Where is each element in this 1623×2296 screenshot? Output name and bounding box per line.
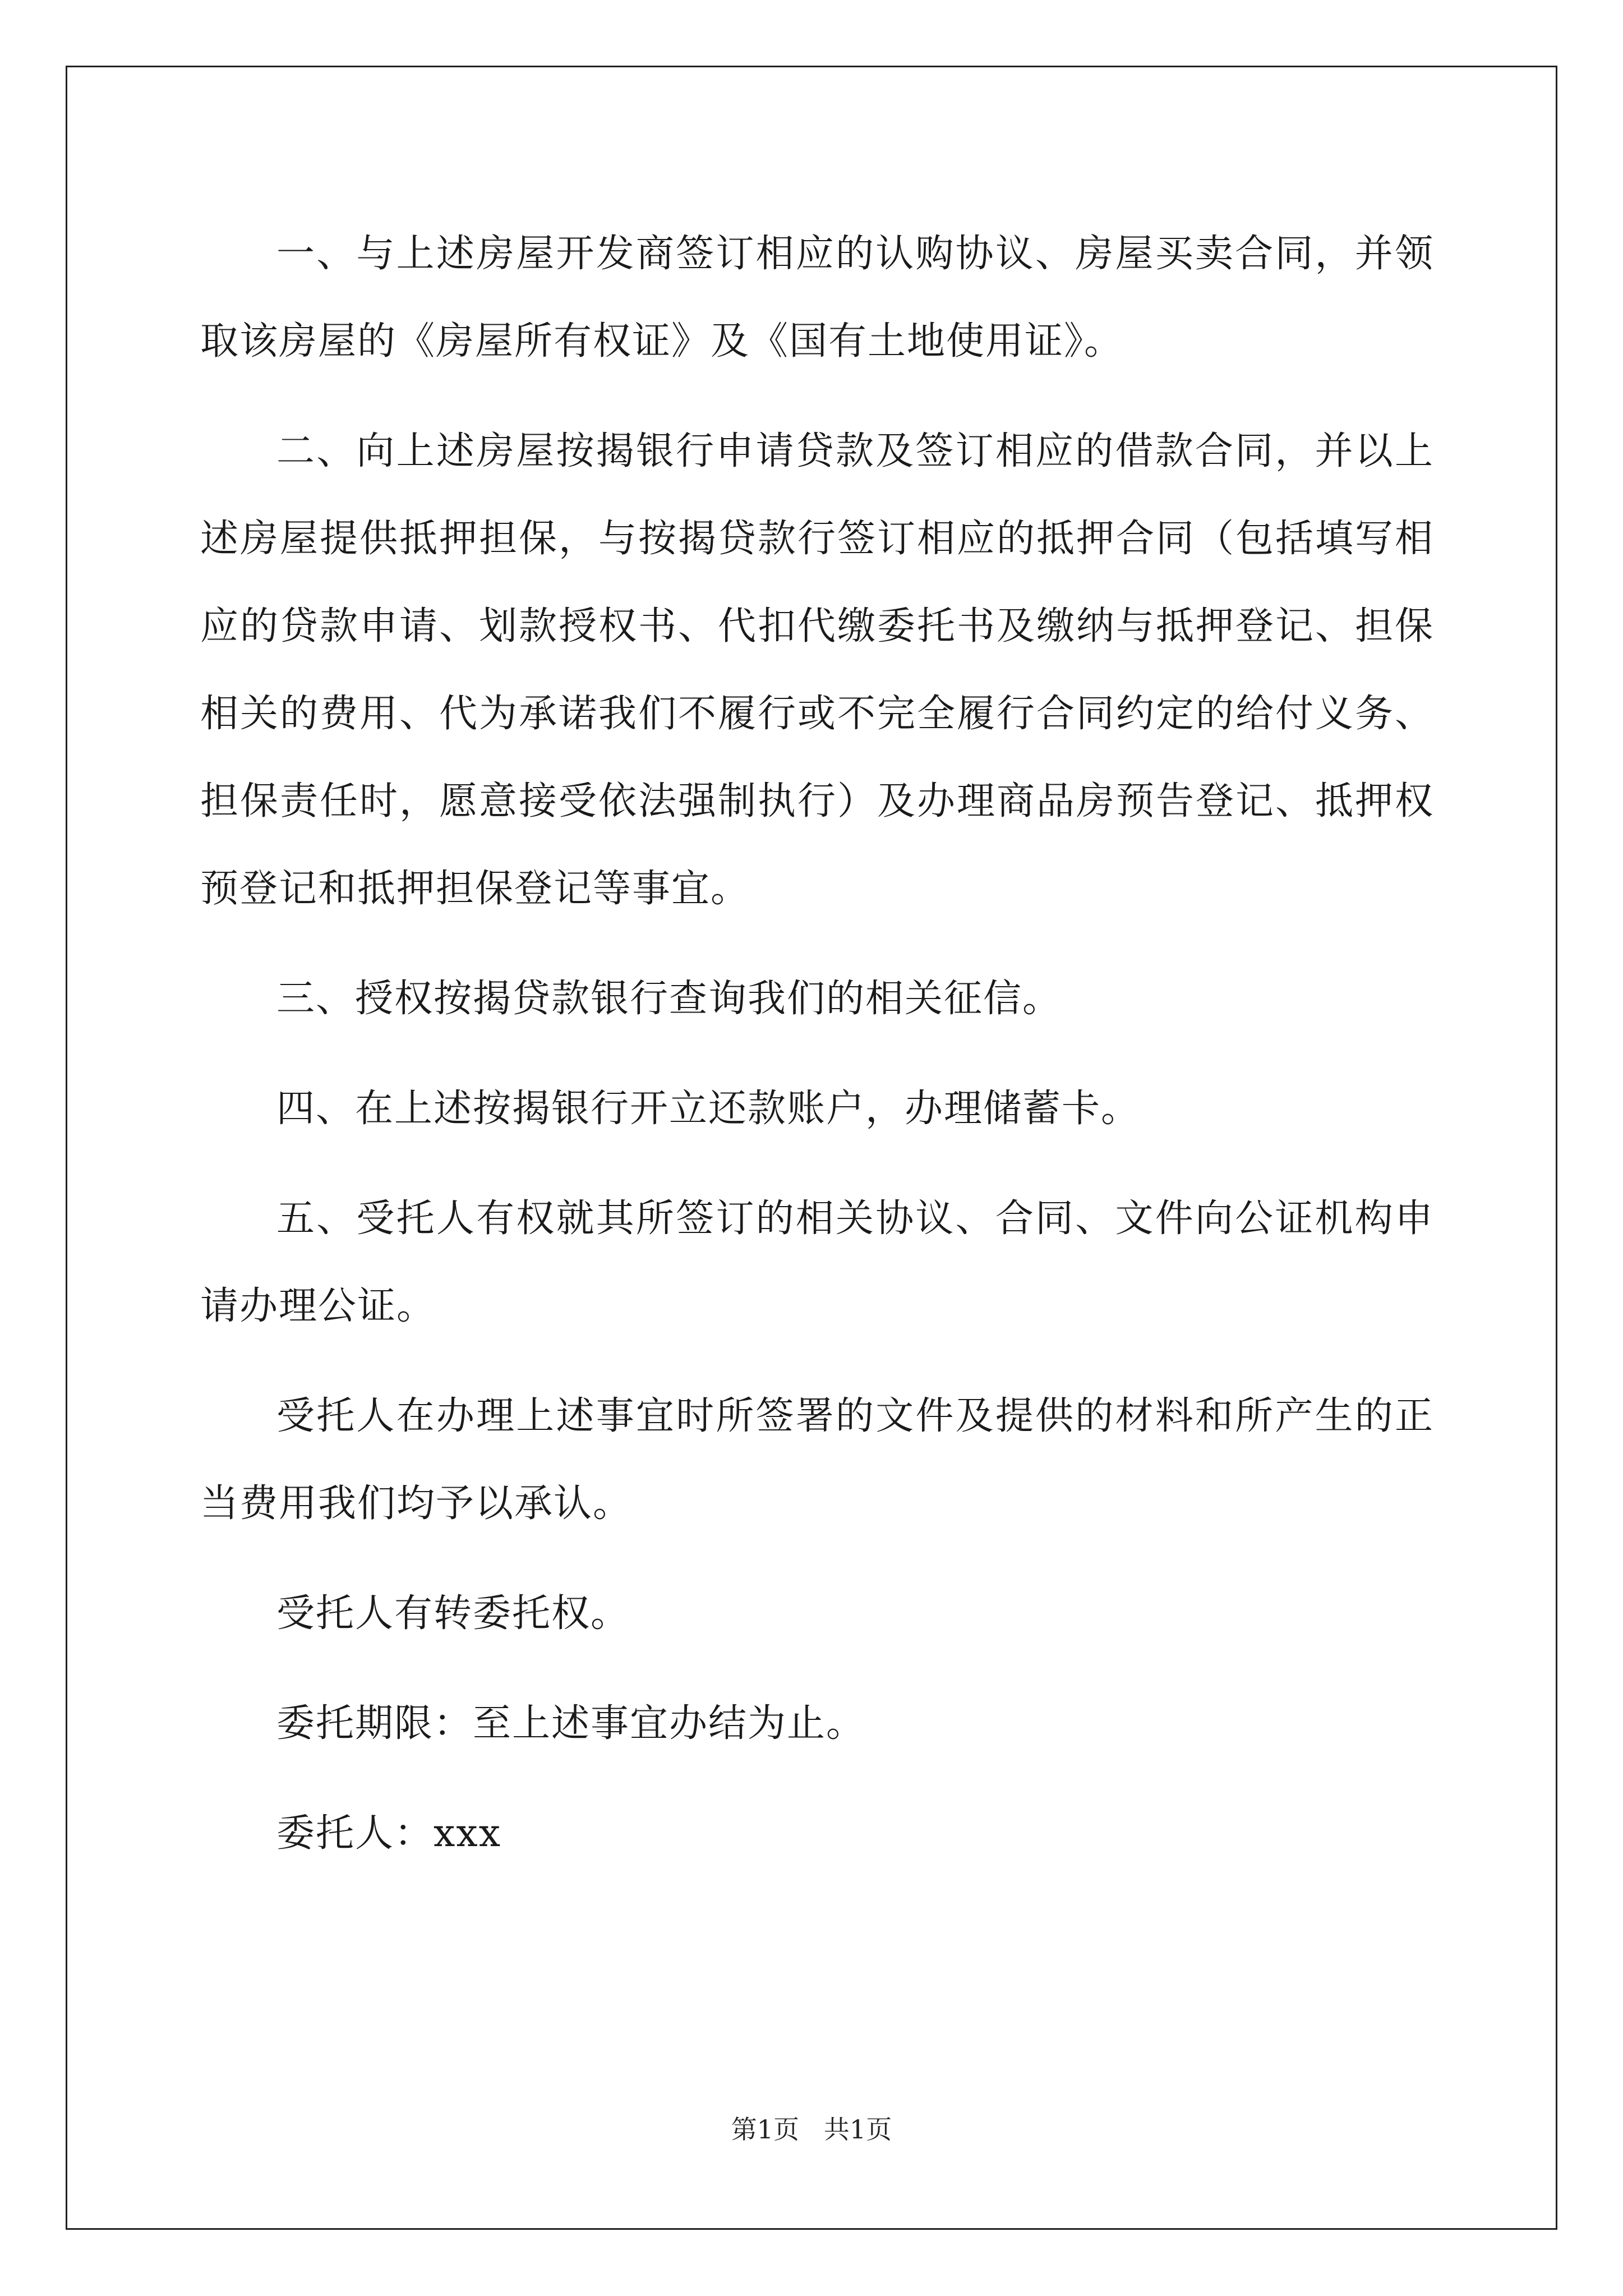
paragraph-8: 委托期限：至上述事宜办结为止。 — [276, 1701, 866, 1746]
paragraph-4: 四、在上述按揭银行开立还款账户，办理储蓄卡。 — [276, 1087, 1141, 1131]
paragraph-6: 受托人在办理上述事宜时所签署的文件及提供的材料和所产生的正当费用我们均予以承认。 — [200, 1394, 1434, 1526]
paragraph-1: 一、与上述房屋开发商签订相应的认购协议、房屋买卖合同，并领取该房屋的《房屋所有权证》及《国有土地使用证》。 — [200, 232, 1434, 364]
paragraph-2: 二、向上述房屋按揭银行申请贷款及签订相应的借款合同，并以上述房屋提供抵押担保，与按揭贷款行签订相应的抵押合同（包括填写相应的贷款申请、划款授权书、代扣代缴委托书及缴纳与抵押登记、担保相关的费用、代为承诺我们不履行或不完全履行合同约定的给付义务、担保责任时，愿意接受依法强制执行）及办理商品房预告登记、抵押权预登记和抵押担保登记等事宜。 — [200, 429, 1434, 911]
document-body — [200, 210, 1434, 1900]
paragraph-5: 五、受托人有权就其所签订的相关协议、合同、文件向公证机构申请办理公证。 — [200, 1197, 1434, 1328]
paragraph-7: 受托人有转委托权。 — [276, 1591, 630, 1636]
paragraph-9: 委托人：xxx — [276, 1811, 502, 1856]
paragraph-3: 三、授权按揭贷款银行查询我们的相关征信。 — [276, 977, 1062, 1021]
page-footer: 第1页 共1页 — [731, 2114, 892, 2145]
